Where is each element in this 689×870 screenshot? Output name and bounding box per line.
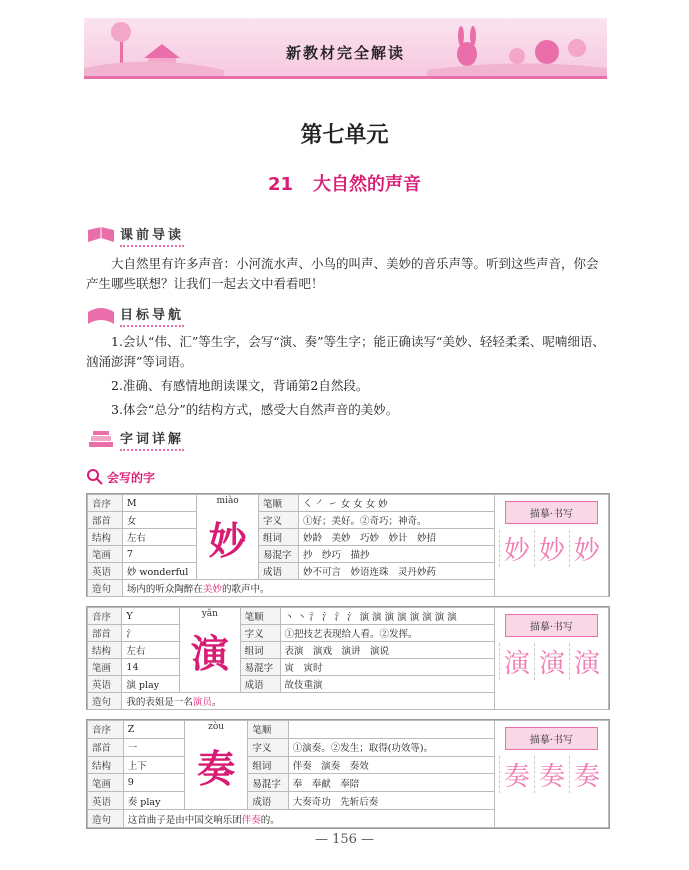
label-strokes: 笔画 (88, 546, 123, 563)
goals-list (86, 332, 610, 424)
header-banner (84, 18, 607, 79)
open-book-icon (86, 306, 116, 326)
trace-char: 奏 (534, 756, 569, 793)
label-strokes: 笔画 (88, 774, 124, 792)
sentence-text: 我的表姐是一名 (126, 697, 193, 708)
card-meaning: ①好；美好。②奇巧；神奇。 (299, 512, 495, 529)
label-words: 组词 (259, 529, 299, 546)
card-sentence (122, 580, 494, 597)
subsection-label: 会写的字 (107, 470, 156, 485)
preview-text: 大自然里有许多声音：小河流水声、小鸟的叫声、美妙的音乐声等。听到这些声音，你会产生哪些联想？让我们一起去文中看看吧！ (86, 256, 599, 291)
section-preview-label: 课前导读 (120, 224, 184, 247)
card-char-cell (197, 495, 259, 580)
magnifier-icon (86, 468, 104, 486)
card-sentence (123, 810, 494, 828)
goal-item: 2.准确、有感情地朗读课文，背诵第2自然段。 (111, 378, 369, 393)
trace-char: 演 (499, 643, 534, 680)
sentence-text: 这首曲子是由中国交响乐团 (127, 814, 242, 826)
trace-header: 描摹·书写 (505, 614, 598, 637)
goal-item: 3.体会“总分”的结构方式，感受大自然声音的美妙。 (111, 402, 399, 417)
trace-header: 描摹·书写 (505, 501, 598, 524)
trace-char: 妙 (499, 530, 534, 567)
label-idiom: 成语 (259, 563, 299, 580)
card-radical: 氵 (122, 625, 180, 642)
label-sentence: 造句 (88, 693, 122, 710)
label-words: 组词 (240, 642, 280, 659)
label-english: 英语 (88, 792, 124, 810)
book-icon (86, 226, 116, 246)
trace-char: 演 (534, 643, 569, 680)
section-goals-label: 目标导航 (120, 304, 184, 327)
sentence-highlight: 伴奏 (241, 814, 261, 826)
label-meaning: 字义 (240, 625, 280, 642)
card-radical: 一 (123, 738, 184, 756)
label-english: 英语 (88, 563, 123, 580)
goal-item: 1.会认“伟、汇”等生字，会写“演、奏”等生字；能正确读写“美妙、轻轻柔柔、呢喃细语、汹涌澎湃”等词语。 (86, 334, 605, 369)
label-english: 英语 (88, 676, 122, 693)
label-strokes: 笔画 (88, 659, 122, 676)
subsection-write-chars (86, 468, 155, 486)
lesson-number: 21 (267, 174, 294, 195)
card-stroke-order (288, 721, 494, 739)
card-meaning: ①演奏。②发生；取得(功效等)。 (288, 738, 494, 756)
label-meaning: 字义 (248, 738, 288, 756)
card-words: 妙龄 美妙 巧妙 妙计 妙招 (299, 529, 495, 546)
page-number: — 156 — (314, 832, 375, 847)
label-confusable: 易混字 (248, 774, 288, 792)
card-idiom: 大奏奇功 先斩后奏 (288, 792, 494, 810)
label-confusable: 易混字 (240, 659, 280, 676)
card-idiom: 故伎重演 (280, 676, 494, 693)
label-idiom: 成语 (248, 792, 288, 810)
label-radical: 部首 (88, 512, 123, 529)
card-char-cell (184, 721, 248, 810)
rabbit-flowers-icon (427, 18, 607, 76)
trace-box (494, 495, 608, 597)
card-pinyin: miào (216, 496, 239, 506)
label-order: 音序 (88, 721, 124, 739)
card-char: 妙 (208, 517, 247, 563)
books-stack-icon (86, 430, 116, 450)
card-stroke-order: ㇛ ㇒ ㇀ 女 女 女 妙 (299, 495, 495, 512)
banner-title: 新教材完全解读 (285, 44, 405, 62)
label-meaning: 字义 (259, 512, 299, 529)
label-stroke-order: 笔顺 (248, 721, 288, 739)
label-structure: 结构 (88, 529, 123, 546)
card-english: 妙 wonderful (122, 563, 196, 580)
card-pinyin: zòu (208, 722, 225, 732)
label-structure: 结构 (88, 642, 122, 659)
label-radical: 部首 (88, 738, 124, 756)
card-order: Z (123, 721, 184, 739)
card-order: M (122, 495, 196, 512)
sentence-text: 。 (211, 697, 222, 708)
lesson-title (0, 170, 689, 196)
card-char-cell (180, 608, 241, 693)
card-english: 演 play (122, 676, 180, 693)
card-strokes: 9 (123, 774, 184, 792)
card-char: 演 (190, 630, 229, 676)
card-char: 奏 (197, 745, 236, 791)
card-english: 奏 play (123, 792, 184, 810)
trace-char: 妙 (534, 530, 569, 567)
card-idiom: 妙不可言 妙语连珠 灵丹妙药 (299, 563, 495, 580)
trace-box (494, 608, 608, 710)
label-idiom: 成语 (240, 676, 280, 693)
section-words-header (86, 428, 184, 451)
label-sentence: 造句 (88, 810, 124, 828)
card-meaning: ①把技艺表现给人看。②发挥。 (280, 625, 494, 642)
card-structure: 左右 (122, 642, 180, 659)
label-structure: 结构 (88, 756, 124, 774)
sentence-highlight: 演员 (192, 697, 212, 708)
lesson-name: 大自然的声音 (313, 174, 422, 195)
card-radical: 女 (122, 512, 196, 529)
label-stroke-order: 笔顺 (259, 495, 299, 512)
card-structure: 左右 (122, 529, 196, 546)
card-strokes: 7 (122, 546, 196, 563)
sentence-text: 的歌声中。 (221, 584, 270, 595)
trace-char: 演 (569, 643, 604, 680)
section-goals-header (86, 304, 184, 327)
card-pinyin: yǎn (201, 609, 218, 619)
card-strokes: 14 (122, 659, 180, 676)
label-sentence: 造句 (88, 580, 123, 597)
card-confusable: 奉 奉献 奉陪 (288, 774, 494, 792)
char-card-2 (86, 606, 610, 710)
trace-char: 奏 (499, 756, 534, 793)
card-stroke-order: 丶 丶 氵 氵 氵 氵 演 演 演 演 演 演 演 演 (280, 608, 494, 625)
label-order: 音序 (88, 608, 122, 625)
card-order: Y (122, 608, 180, 625)
label-confusable: 易混字 (259, 546, 299, 563)
section-preview-header (86, 224, 184, 247)
card-confusable: 抄 纱巧 描抄 (299, 546, 495, 563)
card-sentence (122, 693, 495, 710)
char-card-1 (86, 493, 610, 597)
label-order: 音序 (88, 495, 123, 512)
card-words: 表演 演戏 演讲 演说 (280, 642, 494, 659)
sentence-text: 的。 (260, 814, 280, 826)
trace-header: 描摹·书写 (505, 727, 598, 750)
card-words: 伴奏 演奏 奏效 (288, 756, 494, 774)
label-radical: 部首 (88, 625, 122, 642)
trace-char: 奏 (569, 756, 604, 793)
sentence-highlight: 美妙 (202, 584, 222, 595)
trace-box (494, 721, 608, 828)
char-card-3 (86, 719, 610, 829)
unit-title: 第七单元 (300, 122, 389, 148)
trace-char: 妙 (569, 530, 604, 567)
sentence-text: 场内的听众陶醉在 (126, 584, 203, 595)
label-words: 组词 (248, 756, 288, 774)
label-stroke-order: 笔顺 (240, 608, 280, 625)
section-words-label: 字词详解 (120, 428, 184, 451)
card-structure: 上下 (123, 756, 184, 774)
card-confusable: 寅 寅时 (280, 659, 494, 676)
